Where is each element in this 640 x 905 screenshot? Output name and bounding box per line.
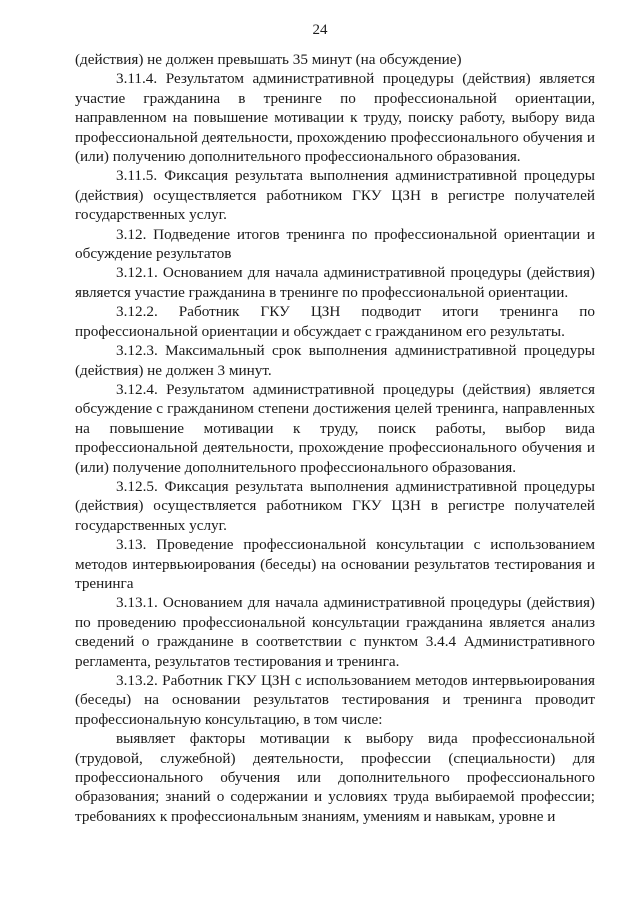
heading-3-12: 3.12. Подведение итогов тренинга по профессиональной ориентации и обсуждение результатов (75, 225, 595, 263)
paragraph-3-12-5: 3.12.5. Фиксация результата выполнения административной процедуры (действия) осуществляется работником ГКУ ЦЗН в регистре получателей государственных услуг. (75, 477, 595, 534)
paragraph-3-12-2: 3.12.2. Работник ГКУ ЦЗН подводит итоги тренинга по профессиональной ориентации и обсуждает с гражданином его результаты. (75, 303, 595, 340)
paragraph-factors: выявляет факторы мотивации к выбору вида профессиональной (трудовой, служебной) деятельности, профессии (специальности) для профессионального обучения или дополнительного профессионального образования; знаний о содержании и условиях труда выбираемой профессии; требованиях к профессиональным знаниям, умениям и навыкам, уровне и (75, 730, 595, 825)
document-body (75, 50, 595, 826)
page-number: 24 (312, 22, 328, 38)
paragraph-3-11-4: 3.11.4. Результатом административной процедуры (действия) является участие гражданина в тренинге по профессиональной ориентации, направленном на повышение мотивации к труду, поиску работу, выбору вида профессиональной деятельности, прохождению профессионального обучения и (или) получению дополнительного профессионального образования. (75, 70, 595, 166)
paragraph-3-12-4: 3.12.4. Результатом административной процедуры (действия) является обсуждение с гражданином степени достижения целей тренинга, направленных на повышение мотивации к труду, поиск работы, выбор вида профессиональной деятельности, прохождение профессионального обучения и (или) получение дополнительного профессионального образования. (75, 380, 595, 476)
paragraph-3-11-5: 3.11.5. Фиксация результата выполнения административной процедуры (действия) осуществляется работником ГКУ ЦЗН в регистре получателей государственных услуг. (75, 167, 595, 224)
paragraph-3-13-2: 3.13.2. Работник ГКУ ЦЗН с использованием методов интервьюирования (беседы) на основании результатов тестирования и тренинга проводит профессиональную консультацию, в том числе: (75, 672, 595, 728)
paragraph-3-12-1: 3.12.1. Основанием для начала административной процедуры (действия) является участие гражданина в тренинге по профессиональной ориентации. (75, 264, 595, 301)
heading-3-13: 3.13. Проведение профессиональной консультации с использованием методов интервьюирования (беседы) на основании результатов тестирования и тренинга (75, 536, 595, 592)
paragraph-3-12-3: 3.12.3. Максимальный срок выполнения административной процедуры (действия) не должен 3 минут. (75, 342, 595, 379)
paragraph-continuation: (действия) не должен превышать 35 минут (на обсуждение) (75, 51, 462, 68)
paragraph-3-13-1: 3.13.1. Основанием для начала административной процедуры (действия) по проведению профессиональной консультации гражданина является анализ сведений о гражданине в соответствии с пунктом 3.4.4 Административного регламента, результатов тестирования и тренинга. (75, 594, 595, 670)
